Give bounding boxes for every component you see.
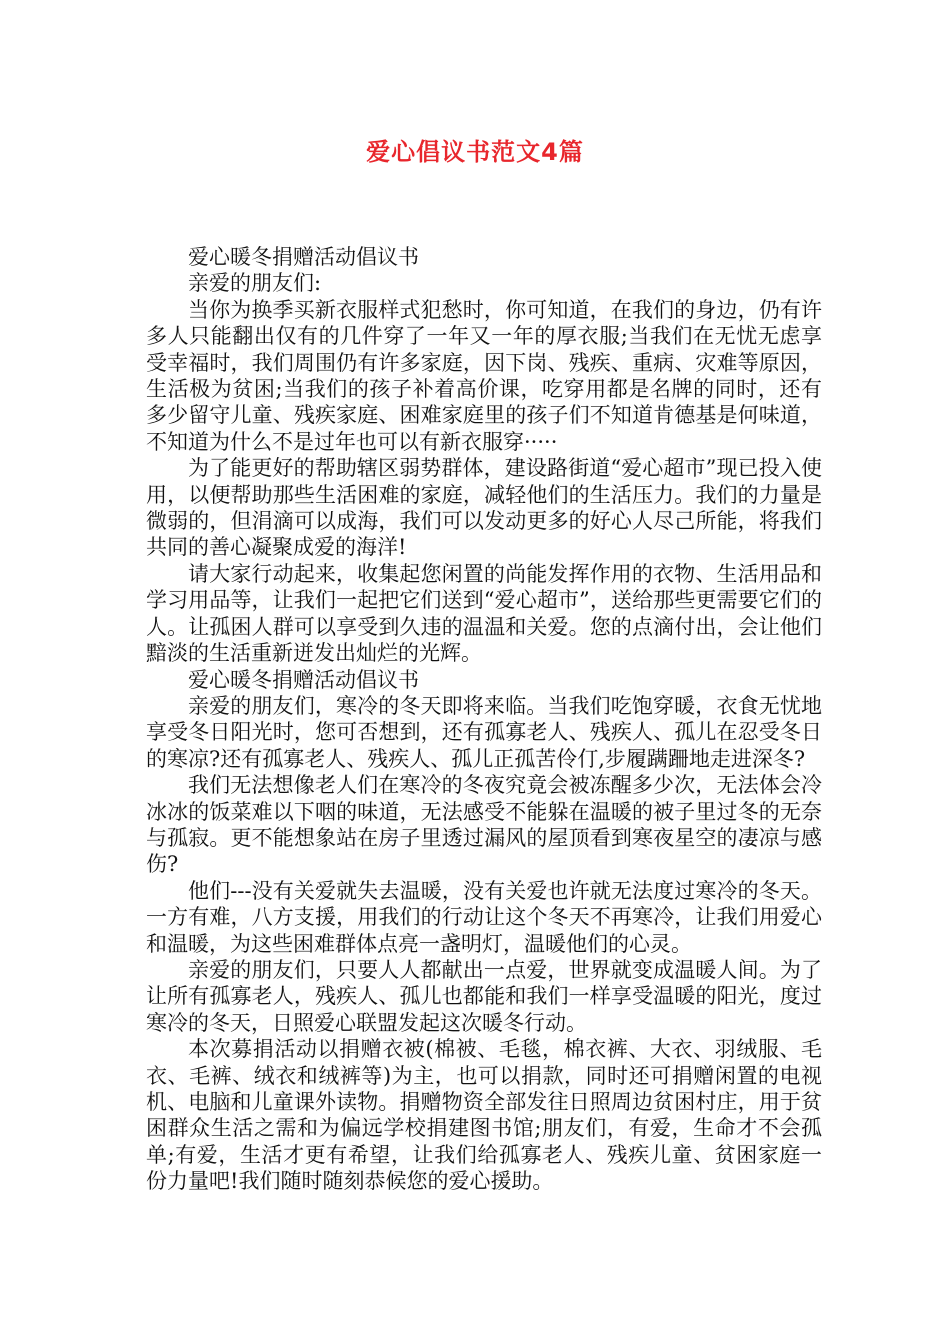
section-heading: 爱心暖冬捐赠活动倡议书 [188,667,419,692]
document-body [146,244,822,1195]
body-paragraph: 亲爱的朋友们，寒冷的冬天即将来临。当我们吃饱穿暖，衣食无忧地享受冬日阳光时，您可否想到，还有孤寡老人、残疾人、孤儿在忍受冬日的寒凉?还有孤寡老人、残疾人、孤儿正孤苦伶仃,步履蹒跚地走进深冬? [146,693,822,771]
document-title: 爱心倡议书范文4篇 [366,138,584,166]
body-paragraph: 请大家行动起来，收集起您闲置的尚能发挥作用的衣物、生活用品和学习用品等，让我们一起把它们送到“爱心超市”，送给那些更需要它们的人。让孤困人群可以享受到久违的温温和关爱。您的点滴付出，会让他们黯淡的生活重新迸发出灿烂的光辉。 [146,561,822,666]
body-paragraph: 他们---没有关爱就失去温暖，没有关爱也许就无法度过寒冷的冬天。一方有难，八方支援，用我们的行动让这个冬天不再寒冷，让我们用爱心和温暖，为这些困难群体点亮一盏明灯，温暖他们的心灵。 [146,878,822,956]
body-paragraph: 为了能更好的帮助辖区弱势群体，建设路街道“爱心超市”现已投入使用，以便帮助那些生活困难的家庭，减轻他们的生活压力。我们的力量是微弱的，但涓滴可以成海，我们可以发动更多的好心人尽己所能，将我们共同的善心凝聚成爱的海洋! [146,456,822,560]
body-paragraph: 亲爱的朋友们，只要人人都献出一点爱，世界就变成温暖人间。为了让所有孤寡老人，残疾人、孤儿也都能和我们一样享受温暖的阳光，度过寒冷的冬天，日照爱心联盟发起这次暖冬行动。 [146,957,822,1035]
body-paragraph: 我们无法想像老人们在寒冷的冬夜究竟会被冻醒多少次，无法体会冷冰冰的饭菜难以下咽的味道，无法感受不能躲在温暖的被子里过冬的无奈与孤寂。更不能想象站在房子里透过漏风的屋顶看到寒夜星空的凄凉与感伤? [146,773,822,877]
body-paragraph: 本次募捐活动以捐赠衣被(棉被、毛毯，棉衣裤、大衣、羽绒服、毛衣、毛裤、绒衣和绒裤等)为主，也可以捐款，同时还可捐赠闲置的电视机、电脑和儿童课外读物。捐赠物资全部发往日照周边贫困村庄，用于贫困群众生活之需和为偏远学校捐建图书馆;朋友们，有爱，生命才不会孤单;有爱，生活才更有希望，让我们给孤寡老人、残疾儿童、贫困家庭一份力量吧!我们随时随刻恭候您的爱心援助。 [146,1037,822,1194]
salutation: 亲爱的朋友们: [188,271,322,296]
body-paragraph: 当你为换季买新衣服样式犯愁时，你可知道，在我们的身边，仍有许多人只能翻出仅有的几件穿了一年又一年的厚衣服;当我们在无忧无虑享受幸福时，我们周围仍有许多家庭，因下岗、残疾、重病、灾难等原因，生活极为贫困;当我们的孩子补着高价课，吃穿用都是名牌的同时，还有多少留守儿童、残疾家庭、困难家庭里的孩子们不知道肯德基是何味道，不知道为什么不是过年也可以有新衣服穿····· [146,297,822,454]
section-heading: 爱心暖冬捐赠活动倡议书 [188,245,419,269]
